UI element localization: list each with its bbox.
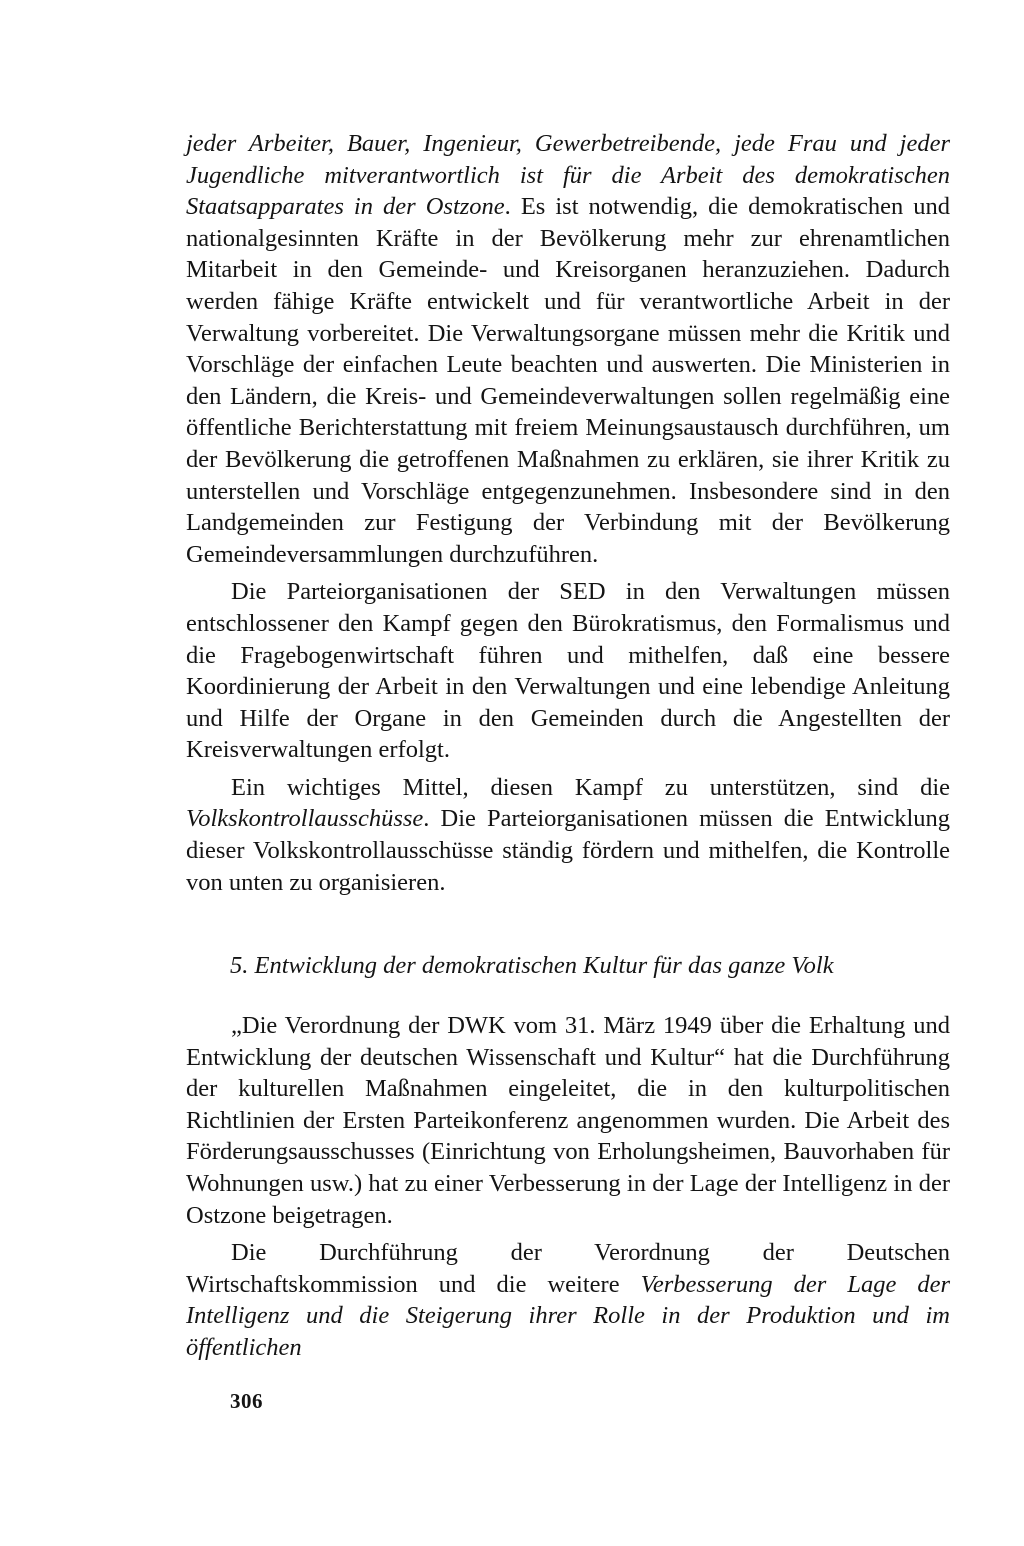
italic-emphasis: Verbesserung der Lage der Intelligenz und die Steigerung ihrer Rolle in der Produktion und im öffentlichen (186, 1270, 951, 1361)
paragraph-text: Die Durchführung der Verordnung der Deutschen Wirtschaftskommission und die weitere (186, 1239, 950, 1298)
paragraph-control-committees (186, 772, 950, 898)
paragraph-intelligentsia (186, 1237, 950, 1363)
italic-emphasis: Volkskontrollausschüsse (186, 805, 424, 833)
paragraph-dwk-decree: „Die Verordnung der DWK vom 31. März 1949 über die Erhaltung und Entwicklung der deutschen Wissenschaft und Kultur“ hat die Durchführung der kulturellen Maßnahmen eingeleitet, die in den kulturpolitischen Richtlinien der Ersten Parteikonferenz angenommen wurden. Die Arbeit des Förderungsausschusses (Einrichtung von Erholungsheimen, Bauvorhaben für Wohnungen usw.) hat zu einer Verbesserung in der Lage der Intelligenz in der Ostzone beigetragen. (186, 1012, 950, 1229)
body-text-lower (186, 1010, 950, 1364)
paragraph-text: Ein wichtiges Mittel, diesen Kampf zu unterstützen, sind die (231, 773, 950, 801)
italic-emphasis: jeder Arbeiter, Bauer, Ingenieur, Gewerbetreibende, jede Frau und jeder Jugendliche mitverantwortlich ist für die Arbeit des demokratischen Staatsapparates in der Ostzone (186, 130, 950, 221)
body-text-upper (186, 128, 950, 898)
page-number: 306 (230, 1389, 263, 1413)
paragraph-continued (186, 128, 950, 570)
section-heading: 5. Entwicklung der demokratischen Kultur für das ganze Volk (230, 952, 834, 979)
paragraph-text: . Es ist notwendig, die demokratischen und nationalgesinnten Kräfte in der Bevölkerung mehr zur ehrenamtlichen Mitarbeit in den Gemeinde- und Kreisorganen heranzuziehen. Dadurch werden fähige Kräfte entwickelt und für verantwortliche Arbeit in der Verwaltung vorbereitet. Die Verwaltungsorgane müssen mehr die Kritik und Vorschläge der einfachen Leute beachten und auswerten. Die Ministerien in den Ländern, die Kreis- und Gemeindeverwaltungen sollen regelmäßig eine öffentliche Berichterstattung mit freiem Meinungsaustausch durchführen, um der Bevölkerung die getroffenen Maßnahmen zu erklären, sie ihrer Kritik zu unterstellen und Vorschläge entgegenzunehmen. Insbesondere sind in den Landgemeinden zur Festigung der Verbindung mit der Bevölkerung Gemeindeversammlungen durchzuführen. (186, 193, 951, 568)
paragraph-party-organisations: Die Parteiorganisationen der SED in den Verwaltungen müssen entschlossener den Kampf gegen den Bürokratismus, den Formalismus und die Fragebogenwirtschaft führen und mithelfen, daß eine bessere Koordinierung der Arbeit in den Verwaltungen und eine lebendige Anleitung und Hilfe der Organe in den Gemeinden durch die Angestellten der Kreisverwaltungen erfolgt. (186, 578, 950, 764)
paragraph-text: . Die Parteiorganisationen müssen die Entwicklung dieser Volkskontrollausschüsse ständig fördern und mithelfen, die Kontrolle von unten zu organisieren. (186, 805, 950, 896)
